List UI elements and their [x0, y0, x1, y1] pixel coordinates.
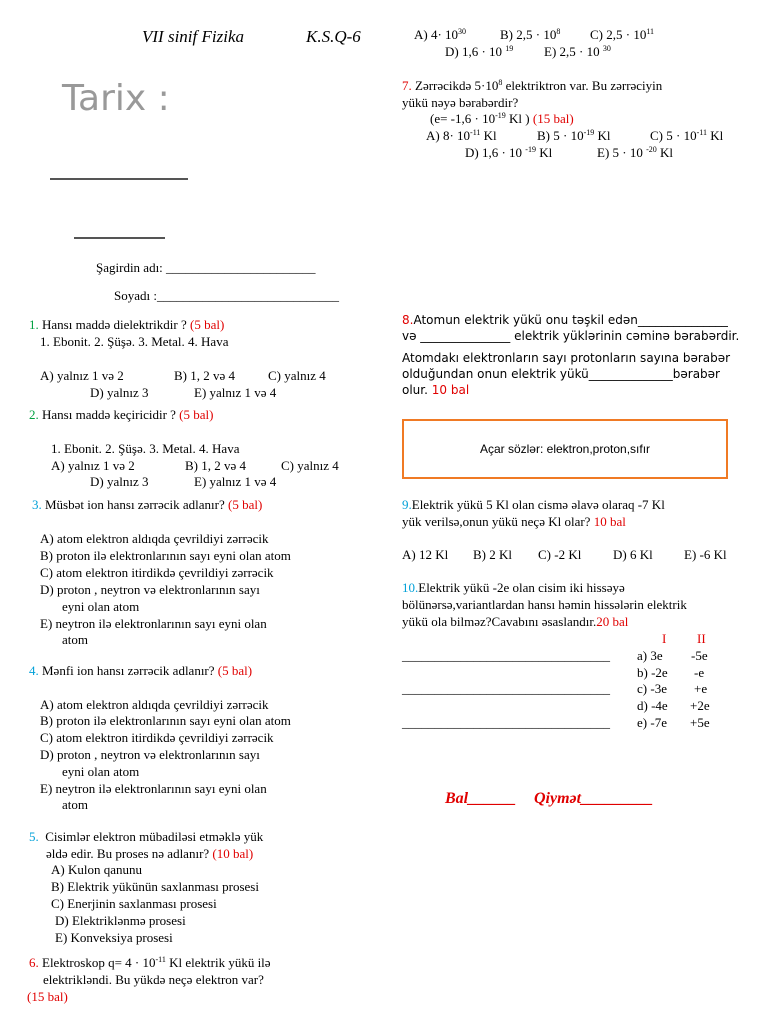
- question-6-option-c[interactable]: C) $2,5 \cdot 10^{11}$: [590, 27, 655, 42]
- question-2-option-c[interactable]: C) yalnız 4: [281, 458, 339, 473]
- question-4-option-d-cont: eyni olan atom: [62, 764, 140, 779]
- date-blank-line-2: [74, 237, 165, 239]
- question-4-option-e[interactable]: E) neytron ilə elektronlarının sayı eyni olan: [40, 781, 267, 796]
- question-6-option-a[interactable]: A) $4\cdot 10^{30}$: [414, 27, 467, 42]
- question-10: 10.Elektrik yükü -2e olan cisim iki hissəyə: [402, 580, 625, 595]
- question-3-option-d[interactable]: D) proton , neytron və elektronlarının sayı: [40, 582, 260, 597]
- question-6-line-2: elektrikləndi. Bu yükdə neçə elektron var?: [43, 972, 264, 987]
- question-9: 9.Elektrik yükü 5 Kl olan cismə əlavə olaraq -7 Kl: [402, 497, 665, 512]
- question-7: 7. Zərrəcikdə $5\cdot 10^8$ elektriktron var. Bu zərrəciyin: [402, 78, 663, 93]
- question-7-option-a[interactable]: A) $8\cdot 10^{-11}$ Kl: [426, 128, 497, 143]
- question-3-option-e[interactable]: E) neytron ilə elektronlarının sayı eyni olan: [40, 616, 267, 631]
- option-row-e-ii: +5e: [690, 715, 710, 730]
- question-5-option-e[interactable]: E) Konveksiya prosesi: [55, 930, 173, 945]
- question-3: 3. Müsbət ion hansı zərrəcik adlanır? (5 bal): [32, 497, 263, 512]
- question-9-option-b[interactable]: B) 2 Kl: [473, 547, 512, 562]
- question-4-option-e-cont: atom: [62, 797, 88, 812]
- grade-field[interactable]: Qiymət_________: [534, 790, 654, 807]
- question-9-line-2: yük verilsə,onun yükü neçə Kl olar? 10 bal: [402, 514, 626, 529]
- question-6-option-d[interactable]: D) 1,6 · 10 $^{19}$: [445, 44, 514, 59]
- question-2-option-e[interactable]: E) yalnız 1 və 4: [194, 474, 277, 489]
- question-1-option-b[interactable]: B) 1, 2 və 4: [174, 368, 236, 383]
- question-5-option-d[interactable]: D) Elektriklənmə prosesi: [55, 913, 186, 928]
- question-9-option-d[interactable]: D) 6 Kl: [613, 547, 653, 562]
- column-header-i: I: [662, 631, 667, 646]
- question-10-line-2: bölünərsə,variantlardan hansı həmin hissələrin elektrik: [402, 597, 687, 612]
- question-3-option-c[interactable]: C) atom elektron itirdikdə çevrildiyi zərrəcik: [40, 565, 274, 580]
- option-row-a-ii: -5e: [691, 648, 708, 663]
- keywords-text: Açar sözlər: elektron,proton,sıfır: [479, 442, 651, 456]
- question-7-line-2: yükü nəyə bərabərdir?: [402, 95, 519, 110]
- question-1-option-a[interactable]: A) yalnız 1 və 2: [40, 368, 124, 383]
- question-9-option-c[interactable]: C) -2 Kl: [538, 547, 582, 562]
- date-blank-line-1: [50, 178, 188, 180]
- question-3-option-e-cont: atom: [62, 632, 88, 647]
- question-1-option-d[interactable]: D) yalnız 3: [90, 385, 149, 400]
- question-3-option-d-cont: eyni olan atom: [62, 599, 140, 614]
- question-5: 5. Cisimlər elektron mübadiləsi etməklə yük: [29, 829, 264, 844]
- question-1-option-e[interactable]: E) yalnız 1 və 4: [194, 385, 277, 400]
- question-7-electron-charge: ($e= -1,6 \cdot 10^{-19}$ Kl ) (15 bal): [430, 111, 574, 126]
- question-6-option-e[interactable]: E) 2,5 · 10 $^{30}$: [544, 44, 611, 59]
- question-9-option-e[interactable]: E) -6 Kl: [684, 547, 727, 562]
- question-2: 2. Hansı maddə keçiricidir ? (5 bal): [29, 407, 214, 422]
- option-row-d-ii: +2e: [690, 698, 710, 713]
- question-5-option-b[interactable]: B) Elektrik yükünün saxlanması prosesi: [51, 879, 259, 894]
- question-7-option-c[interactable]: C) $5 \cdot 10^{-11}$ Kl: [650, 128, 724, 143]
- question-8: 8.Atomun elektrik yükü onu təşkil edən_______________: [402, 313, 728, 327]
- test-code: K.S.Q-6: [306, 27, 361, 46]
- question-6-points: (15 bal): [27, 989, 68, 1004]
- question-8-line-2: və _______________ elektrik yüklərinin cəminə bərabərdir.: [402, 329, 740, 343]
- option-row-e[interactable]: e) -7e: [637, 715, 667, 730]
- question-10-line-3: yükü ola bilməz?Cavabını əsaslandır.20 bal: [402, 614, 629, 629]
- option-row-b-ii: -e: [694, 665, 705, 680]
- option-row-c[interactable]: c) -3e: [637, 681, 667, 696]
- question-5-line-2: əldə edir. Bu proses nə adlanır? (10 bal): [46, 846, 254, 861]
- question-5-option-a[interactable]: A) Kulon qanunu: [51, 862, 142, 877]
- question-9-option-a[interactable]: A) 12 Kl: [402, 547, 449, 562]
- question-8-line-3: Atomdakı elektronların sayı protonların sayına bərabər: [402, 351, 731, 365]
- student-name-field[interactable]: Şagirdin adı: _______________________: [96, 260, 316, 275]
- question-4-option-b[interactable]: B) proton ilə elektronlarının sayı eyni olan atom: [40, 713, 291, 728]
- question-5-option-c[interactable]: C) Enerjinin saxlanması prosesi: [51, 896, 217, 911]
- question-8-line-5: olur. 10 bal: [402, 383, 470, 397]
- date-label: Tarix :: [62, 78, 170, 119]
- question-1: 1. Hansı maddə dielektrikdir ? (5 bal): [29, 317, 225, 332]
- question-2-items: 1. Ebonit. 2. Şüşə. 3. Metal. 4. Hava: [51, 441, 240, 456]
- question-2-option-d[interactable]: D) yalnız 3: [90, 474, 149, 489]
- option-row-d[interactable]: d) -4e: [637, 698, 668, 713]
- question-7-option-d[interactable]: D) 1,6 · 10 $^{-19}$ Kl: [465, 145, 553, 160]
- answer-blank-3[interactable]: ________________________________: [402, 715, 610, 730]
- column-header-ii: II: [697, 631, 706, 646]
- question-4-option-a[interactable]: A) atom elektron aldıqda çevrildiyi zərrəcik: [40, 697, 269, 712]
- question-1-option-c[interactable]: C) yalnız 4: [268, 368, 326, 383]
- question-2-option-b[interactable]: B) 1, 2 və 4: [185, 458, 247, 473]
- question-8-line-4: olduğundan onun elektrik yükü______________bərabər: [402, 367, 720, 381]
- keywords-box: [402, 419, 728, 479]
- option-row-c-ii: +e: [694, 681, 708, 696]
- question-1-items: 1. Ebonit. 2. Şüşə. 3. Metal. 4. Hava: [40, 334, 229, 349]
- question-6-option-b[interactable]: B) $2,5 \cdot 10^8$: [500, 27, 561, 42]
- question-7-option-b[interactable]: B) $5 \cdot 10^{-19}$ Kl: [537, 128, 611, 143]
- question-4: 4. Mənfi ion hansı zərrəcik adlanır? (5 bal): [29, 663, 253, 678]
- question-3-option-a[interactable]: A) atom elektron aldıqda çevrildiyi zərrəcik: [40, 531, 269, 546]
- question-6: 6. Elektroskop $q= 4 \cdot 10^{-11}$ Kl elektrik yükü ilə: [29, 955, 271, 970]
- option-row-a[interactable]: a) 3e: [637, 648, 663, 663]
- answer-blank-2[interactable]: ________________________________: [402, 681, 610, 696]
- question-4-option-d[interactable]: D) proton , neytron və elektronlarının sayı: [40, 747, 260, 762]
- score-field[interactable]: Bal______: [445, 790, 517, 807]
- question-7-option-e[interactable]: E) 5 · 10 $^{-20}$ Kl: [597, 145, 674, 160]
- question-4-option-c[interactable]: C) atom elektron itirdikdə çevrildiyi zərrəcik: [40, 730, 274, 745]
- question-3-option-b[interactable]: B) proton ilə elektronlarının sayı eyni olan atom: [40, 548, 291, 563]
- question-2-option-a[interactable]: A) yalnız 1 və 2: [51, 458, 135, 473]
- subject-title: VII sinif Fizika: [142, 27, 244, 46]
- option-row-b[interactable]: b) -2e: [637, 665, 668, 680]
- answer-blank-1[interactable]: ________________________________: [402, 648, 610, 663]
- student-surname-field[interactable]: Soyadı :____________________________: [114, 288, 339, 303]
